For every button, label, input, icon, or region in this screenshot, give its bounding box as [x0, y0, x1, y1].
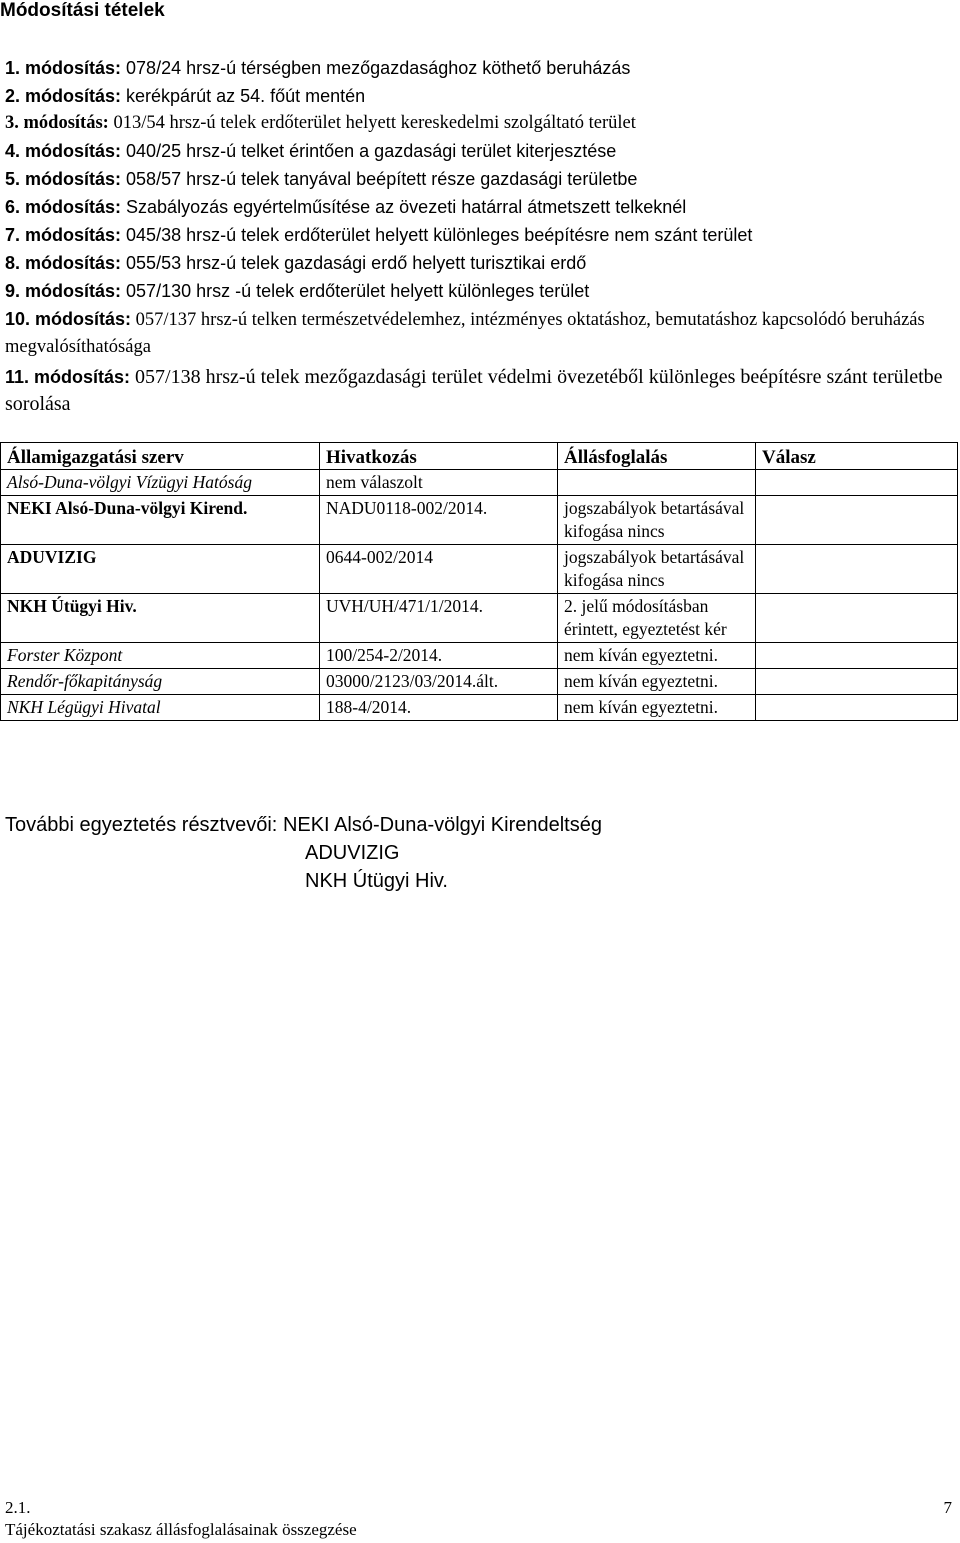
column-header-position: Állásfoglalás: [558, 443, 756, 470]
table-row: [1, 643, 958, 669]
agency-response-table: [0, 442, 958, 721]
table-row: [1, 496, 958, 545]
agency-cell: Alsó-Duna-völgyi Vízügyi Hatóság: [1, 470, 320, 496]
modification-text: 057/130 hrsz -ú telek erdőterület helyett különleges terület: [121, 281, 590, 301]
modification-label: 11. módosítás:: [5, 367, 131, 387]
modification-text: Szabályozás egyértelműsítése az övezeti határral átmetszett telkeknél: [121, 197, 687, 217]
position-cell: nem kíván egyeztetni.: [558, 643, 756, 669]
reference-cell: 0644-002/2014: [320, 545, 558, 594]
modification-label: 3. módosítás:: [5, 113, 109, 133]
modification-text: 078/24 hrsz-ú térségben mezőgazdasághoz köthető beruházás: [121, 58, 631, 78]
modification-text: 040/25 hrsz-ú telket érintően a gazdasági terület kiterjesztése: [121, 141, 617, 161]
agency-cell: Forster Központ: [1, 643, 320, 669]
modification-item: [5, 221, 955, 249]
reply-cell: [756, 669, 958, 695]
modification-label: 1. módosítás:: [5, 58, 122, 78]
position-cell: nem kíván egyeztetni.: [558, 695, 756, 721]
modification-text: 045/38 hrsz-ú telek erdőterület helyett különleges beépítésre nem szánt terület: [121, 225, 753, 245]
reference-cell: 188-4/2014.: [320, 695, 558, 721]
reply-cell: [756, 594, 958, 643]
position-cell: 2. jelű módosításban érintett, egyeztetést kér: [558, 594, 756, 643]
agency-cell: ADUVIZIG: [1, 545, 320, 594]
further-consultation: [5, 811, 602, 895]
modification-text: 013/54 hrsz-ú telek erdőterület helyett kereskedelmi szolgáltató terület: [108, 113, 636, 133]
position-cell: jogszabályok betartásával kifogása nincs: [558, 496, 756, 545]
position-cell: [558, 470, 756, 496]
modification-label: 9. módosítás:: [5, 281, 122, 301]
modification-item: [5, 249, 955, 277]
footer-section-number: 2.1.: [5, 1498, 31, 1517]
modification-text: 057/138 hrsz-ú telek mezőgazdasági terület védelmi övezetéből különleges beépítésre szánt területbe sorolása: [5, 366, 943, 415]
modification-label: 10. módosítás:: [5, 309, 132, 329]
reference-cell: UVH/UH/471/1/2014.: [320, 594, 558, 643]
page-title: Módosítási tételek: [0, 0, 165, 21]
modification-label: 2. módosítás:: [5, 86, 122, 106]
table-row: [1, 594, 958, 643]
modification-label: 5. módosítás:: [5, 169, 122, 189]
further-consultation-line: [5, 811, 602, 839]
reply-cell: [756, 545, 958, 594]
further-consultation-label: További egyeztetés résztvevői:: [5, 814, 278, 836]
column-header-reference: Hivatkozás: [320, 443, 558, 470]
position-cell: jogszabályok betartásával kifogása nincs: [558, 545, 756, 594]
modification-item: [5, 277, 955, 305]
modification-label: 8. módosítás:: [5, 253, 122, 273]
reply-cell: [756, 695, 958, 721]
page-number: 7: [943, 1498, 952, 1517]
page-footer: [5, 1497, 955, 1541]
column-header-reply: Válasz: [756, 443, 958, 470]
reply-cell: [756, 470, 958, 496]
modification-item: [5, 165, 955, 193]
table-header-row: [1, 443, 958, 470]
table-row: [1, 545, 958, 594]
modification-item: [5, 54, 955, 82]
reference-cell: 100/254-2/2014.: [320, 643, 558, 669]
modification-text: kerékpárút az 54. főút mentén: [121, 86, 366, 106]
agency-cell: NEKI Alsó-Duna-völgyi Kirend.: [1, 496, 320, 545]
modification-item: [5, 193, 955, 221]
participant: ADUVIZIG: [305, 842, 400, 864]
reply-cell: [756, 643, 958, 669]
table-row: [1, 695, 958, 721]
modification-item: [5, 363, 955, 418]
reference-cell: NADU0118-002/2014.: [320, 496, 558, 545]
modification-item: [5, 305, 955, 361]
modification-item: [5, 110, 955, 137]
agency-cell: Rendőr-főkapitányság: [1, 669, 320, 695]
agency-cell: NKH Útügyi Hiv.: [1, 594, 320, 643]
participant: NEKI Alsó-Duna-völgyi Kirendeltség: [282, 814, 602, 836]
modification-list: [5, 54, 955, 418]
column-header-agency: Államigazgatási szerv: [1, 443, 320, 470]
modification-label: 7. módosítás:: [5, 225, 122, 245]
participant: NKH Útügyi Hiv.: [305, 870, 448, 892]
modification-text: 055/53 hrsz-ú telek gazdasági erdő helyett turisztikai erdő: [121, 253, 587, 273]
modification-item: [5, 82, 955, 110]
position-cell: nem kíván egyeztetni.: [558, 669, 756, 695]
footer-caption: Tájékoztatási szakasz állásfoglalásainak összegzése: [5, 1520, 357, 1539]
reference-cell: nem válaszolt: [320, 470, 558, 496]
agency-cell: NKH Légügyi Hivatal: [1, 695, 320, 721]
table-row: [1, 669, 958, 695]
modification-item: [5, 137, 955, 165]
reply-cell: [756, 496, 958, 545]
reference-cell: 03000/2123/03/2014.ált.: [320, 669, 558, 695]
modification-label: 4. módosítás:: [5, 141, 122, 161]
modification-text: 057/137 hrsz-ú telken természetvédelemhez, intézményes oktatáshoz, bemutatáshoz kapcsolódó beruházás megvalósíthatósága: [5, 310, 925, 357]
table-row: [1, 470, 958, 496]
modification-label: 6. módosítás:: [5, 197, 122, 217]
modification-text: 058/57 hrsz-ú telek tanyával beépített része gazdasági területbe: [121, 169, 638, 189]
